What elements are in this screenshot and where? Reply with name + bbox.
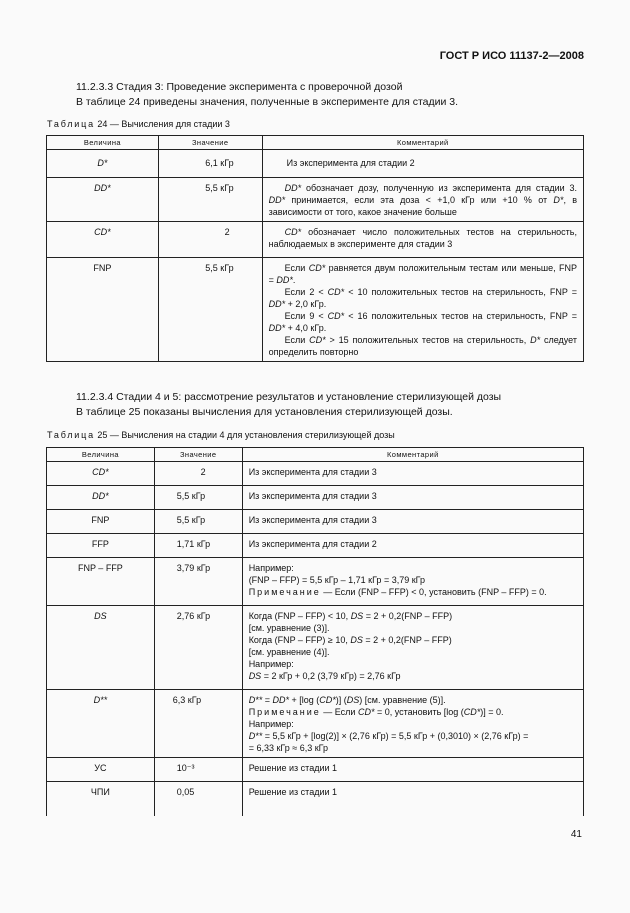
comment-line: DS = 2 кГр + 0,2 (3,79 кГр) = 2,76 кГр [248, 671, 401, 681]
comment-line: Когда (FNP – FFP) ≥ 10, DS = 2 + 0,2(FNP – FFP) [248, 635, 452, 645]
section-4-title: 11.2.3.4 Стадии 4 и 5: рассмотрение результатов и установление стерилизующей дозы [76, 391, 502, 403]
comment-line: Если 2 < CD* < 10 положительных тестов на стерильность, FNP = DD* + 2,0 кГр. [268, 287, 577, 309]
value-cell: 6,3 кГр [154, 690, 242, 758]
value-cell: 5,5 кГр [158, 258, 262, 362]
table-row [47, 534, 584, 558]
comment-cell: Из эксперимента для стадии 2 [262, 150, 583, 178]
value-cell: 6,1 кГр [158, 150, 262, 178]
quantity-cell: FNP [47, 258, 159, 362]
comment-line: Например: [248, 659, 294, 669]
table-24 [46, 135, 584, 362]
comment-cell [242, 558, 583, 606]
comment-cell: Из эксперимента для стадии 3 [242, 486, 583, 510]
table-row [47, 222, 584, 258]
value-cell: 5,5 кГр [158, 178, 262, 222]
comment-cell: Из эксперимента для стадии 3 [242, 462, 583, 486]
table-row [47, 486, 584, 510]
section-3-title: 11.2.3.3 Стадия 3: Проведение эксперимента с проверочной дозой [76, 81, 403, 93]
comment-line: Если CD* равняется двум положительным тестам или меньше, FNP = DD*. [268, 263, 577, 285]
comment-cell: Решение из стадии 1 [242, 782, 583, 816]
quantity-cell: DS [47, 606, 155, 690]
table-row [47, 150, 584, 178]
value-cell: 1,71 кГр [154, 534, 242, 558]
quantity-cell: D** [47, 690, 155, 758]
comment-line: Если CD* > 15 положительных тестов на стерильность, D* следует определить повторно [268, 335, 577, 357]
section-3-intro: В таблице 24 приведены значения, полученные в эксперименте для стадии 3. [76, 96, 459, 108]
caption-text: 24 — Вычисления для стадии 3 [94, 119, 230, 129]
quantity-cell: D* [47, 150, 159, 178]
table-25 [46, 447, 584, 816]
value-cell: 10⁻³ [154, 758, 242, 782]
comment-line: [см. уравнение (3)]. [248, 623, 330, 633]
quantity-cell: DD* [47, 486, 155, 510]
quantity-cell: CD* [47, 462, 155, 486]
quantity-cell: CD* [47, 222, 159, 258]
comment-cell: CD* обозначает число положительных тестов на стерильность, наблюдаемых в эксперименте для стадии 3 [262, 222, 583, 258]
table-25-caption [47, 430, 395, 440]
comment-cell [242, 606, 583, 690]
comment-cell: Решение из стадии 1 [242, 758, 583, 782]
value-cell: 5,5 кГр [154, 486, 242, 510]
table-row [47, 558, 584, 606]
table-row [47, 178, 584, 222]
quantity-cell: УС [47, 758, 155, 782]
quantity-cell: FFP [47, 534, 155, 558]
quantity-cell: ЧПИ [47, 782, 155, 816]
table-row [47, 606, 584, 690]
comment-line: Например: [248, 719, 294, 729]
value-cell: 5,5 кГр [154, 510, 242, 534]
caption-prefix: Таблица [47, 119, 95, 129]
standard-designation: ГОСТ Р ИСО 11137-2—2008 [439, 50, 584, 62]
value-cell: 2 [154, 462, 242, 486]
comment-line: Когда (FNP – FFP) < 10, DS = 2 + 0,2(FNP – FFP) [248, 611, 453, 621]
table-row [47, 758, 584, 782]
table-row [47, 462, 584, 486]
page-number: 41 [570, 829, 582, 840]
section-4-intro: В таблице 25 показаны вычисления для установления стерилизующей дозы. [76, 406, 453, 418]
table-row [47, 690, 584, 758]
col-header-quantity: Величина [47, 136, 159, 150]
value-cell: 2 [158, 222, 262, 258]
value-cell: 3,79 кГр [154, 558, 242, 606]
col-header-value: Значение [154, 448, 242, 462]
col-header-comment: Комментарий [262, 136, 583, 150]
table-row [47, 782, 584, 816]
comment-cell: DD* обозначает дозу, полученную из эксперимента для стадии 3. DD* принимается, если эта доза < +1,0 кГр или +10 % от D*, в зависимости от того, какое значение больше [262, 178, 583, 222]
quantity-cell: FNP – FFP [47, 558, 155, 606]
comment-line: = 6,33 кГр ≈ 6,3 кГр [248, 743, 329, 753]
col-header-quantity: Величина [47, 448, 155, 462]
value-cell: 2,76 кГр [154, 606, 242, 690]
caption-text: 25 — Вычисления на стадии 4 для установления стерилизующей дозы [94, 430, 395, 440]
comment-line: Например: [248, 563, 294, 573]
comment-cell [242, 690, 583, 758]
quantity-cell: DD* [47, 178, 159, 222]
table-row [47, 510, 584, 534]
comment-cell: Из эксперимента для стадии 2 [242, 534, 583, 558]
comment-cell [262, 258, 583, 362]
col-header-comment: Комментарий [242, 448, 583, 462]
comment-cell: Из эксперимента для стадии 3 [242, 510, 583, 534]
caption-prefix: Таблица [47, 430, 95, 440]
table-24-caption [47, 119, 230, 129]
comment-line: [см. уравнение (4)]. [248, 647, 330, 657]
comment-line: Если 9 < CD* < 16 положительных тестов на стерильность, FNP = DD* + 4,0 кГр. [268, 311, 577, 333]
table-row [47, 258, 584, 362]
comment-line: (FNP – FFP) = 5,5 кГр – 1,71 кГр = 3,79 кГр [248, 575, 426, 585]
col-header-value: Значение [158, 136, 262, 150]
note-line: Примечание — Если CD* = 0, установить [log (CD*)] = 0. [248, 707, 504, 717]
comment-line: D** = 5,5 кГр + [log(2)] × (2,76 кГр) = 5,5 кГр + (0,3010) × (2,76 кГр) = [248, 731, 529, 741]
comment-line: D** = DD* + [log (CD*)] (DS) [см. уравнение (5)]. [248, 695, 446, 705]
note-line: Примечание — Если (FNP – FFP) < 0, установить (FNP – FFP) = 0. [248, 587, 547, 597]
value-cell: 0,05 [154, 782, 242, 816]
quantity-cell: FNP [47, 510, 155, 534]
